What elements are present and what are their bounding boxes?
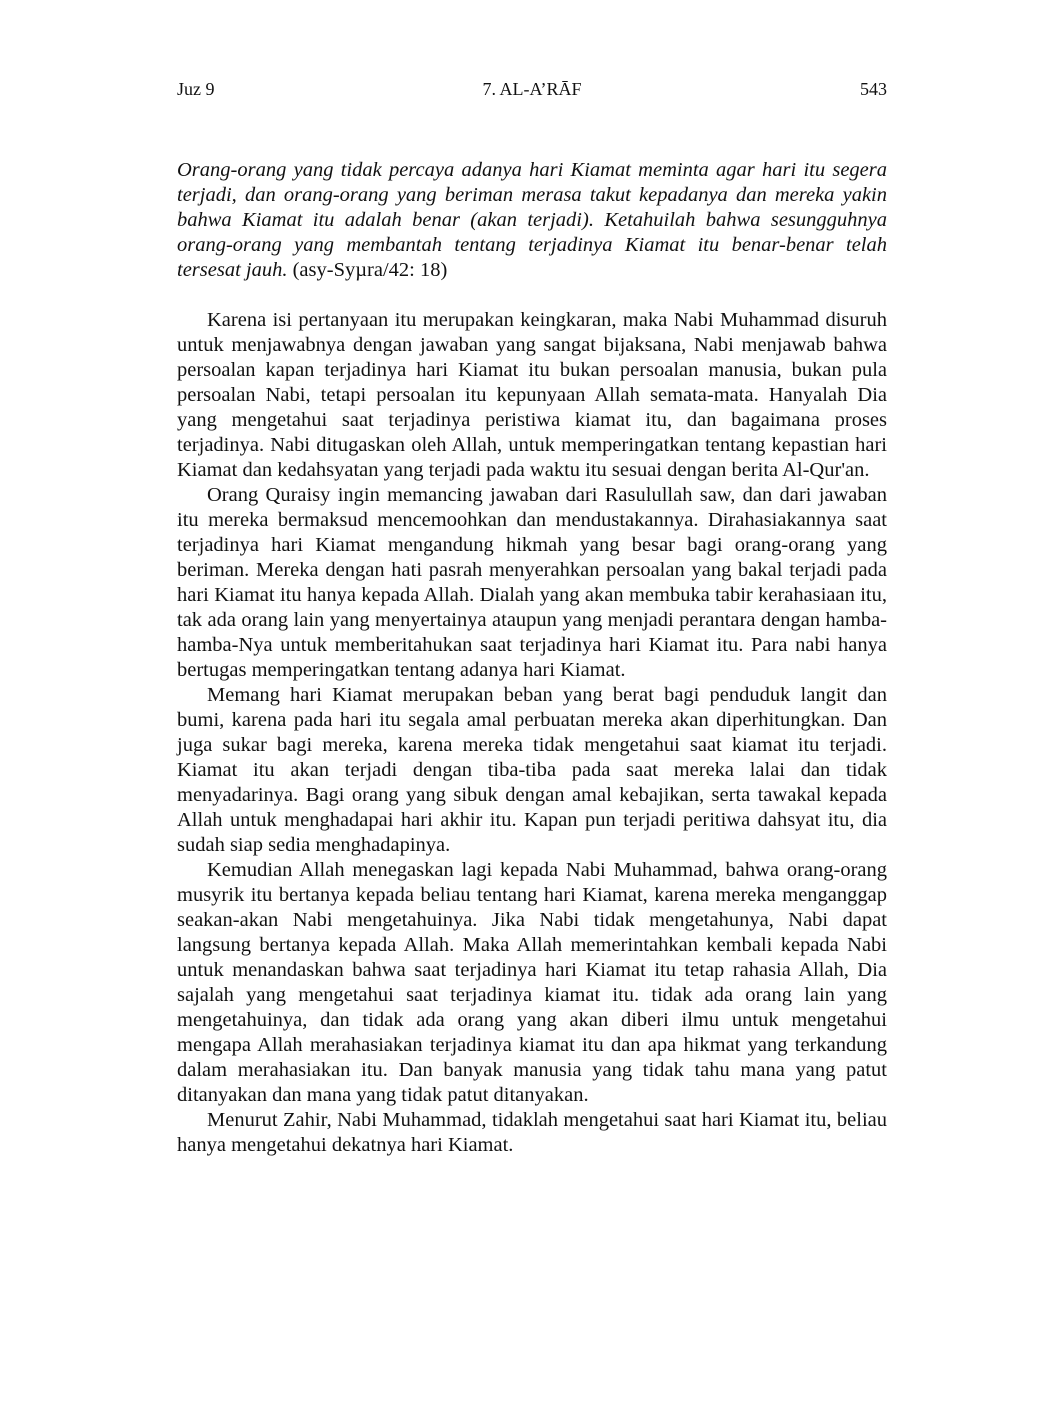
page-header [177, 76, 887, 102]
paragraph-3: Memang hari Kiamat merupakan beban yang berat bagi penduduk langit dan bumi, karena pada hari itu segala amal perbuatan mereka akan diperhitungkan. Dan juga sukar bagi mereka, karena mereka tidak mengetahui saat kiamat itu terjadi. Kiamat itu akan terjadi dengan tiba-tiba pada saat mereka lalai dan tidak menyadarinya. Bagi orang yang sibuk dengan amal kebajikan, serta tawakal kepada Allah untuk menghadapai hari akhir itu. Kapan pun terjadi peritiwa dahsyat itu, dia sudah siap sedia menghadapinya. [177, 684, 887, 856]
page-number: 543 [860, 79, 887, 99]
page-body [177, 158, 887, 1158]
quran-translation-quote [177, 158, 887, 283]
chapter-title: 7. AL-A’RĀF [482, 79, 582, 99]
paragraph-5: Menurut Zahir, Nabi Muhammad, tidaklah mengetahui saat hari Kiamat itu, beliau hanya mengetahui dekatnya hari Kiamat. [177, 1109, 887, 1156]
paragraph-2: Orang Quraisy ingin memancing jawaban dari Rasulullah saw, dan dari jawaban itu mereka bermaksud mencemoohkan dan mendustakannya. Dirahasiakannya saat terjadinya hari Kiamat mengandung hikmah yang besar bagi orang-orang yang beriman. Mereka dengan hati pasrah menyerahkan persoalan yang bakal terjadi pada hari Kiamat itu hanya kepada Allah. Dialah yang akan membuka tabir kerahasiaan itu, tak ada orang lain yang menyertainya ataupun yang menjadi perantara dengan hamba-hamba-Nya untuk memberitahukan saat terjadinya hari Kiamat itu. Para nabi hanya bertugas memperingatkan tentang adanya hari Kiamat. [177, 484, 887, 681]
quote-text: Orang-orang yang tidak percaya adanya hari Kiamat meminta agar hari itu segera terjadi, dan orang-orang yang beriman merasa takut kepadanya dan mereka yakin bahwa Kiamat itu adalah benar (akan terjadi). Ketahuilah bahwa sesungguhnya orang-orang yang membantah tentang terjadinya Kiamat itu benar-benar telah tersesat jauh. [177, 159, 887, 281]
paragraph-1: Karena isi pertanyaan itu merupakan keingkaran, maka Nabi Muhammad disuruh untuk menjawabnya dengan jawaban yang sangat bijaksana, Nabi menjawab bahwa persoalan kapan terjadinya hari Kiamat itu bukan persoalan manusia, bukan pula persoalan Nabi, tetapi persoalan itu kepunyaan Allah semata-mata. Hanyalah Dia yang mengetahui saat terjadinya peristiwa kiamat itu, dan bagaimana proses terjadinya. Nabi ditugaskan oleh Allah, untuk memperingatkan tentang kepastian hari Kiamat dan kedahsyatan yang terjadi pada waktu itu sesuai dengan berita Al-Qur'an. [177, 309, 887, 481]
quote-reference: (asy-Syµra/42: 18) [292, 259, 448, 281]
paragraph-4: Kemudian Allah menegaskan lagi kepada Nabi Muhammad, bahwa orang-orang musyrik itu bertanya kepada beliau tentang hari Kiamat, karena mereka menganggap seakan-akan Nabi mengetahuinya. Jika Nabi tidak mengetahunya, Nabi dapat langsung bertanya kepada Allah. Maka Allah memerintahkan kembali kepada Nabi untuk menandaskan bahwa saat terjadinya hari Kiamat itu tetap rahasia Allah, Dia sajalah yang mengetahui saat terjadinya kiamat itu. tidak ada orang lain yang mengetahuinya, dan tidak ada orang yang akan diberi ilmu untuk mengetahui mengapa Allah merahasiakan terjadinya kiamat itu dan apa hikmat yang terkandung dalam merahasiakan itu. Dan banyak manusia yang tidak tahu mana yang patut ditanyakan dan mana yang tidak patut ditanyakan. [177, 859, 887, 1106]
juz-label: Juz 9 [177, 79, 215, 99]
